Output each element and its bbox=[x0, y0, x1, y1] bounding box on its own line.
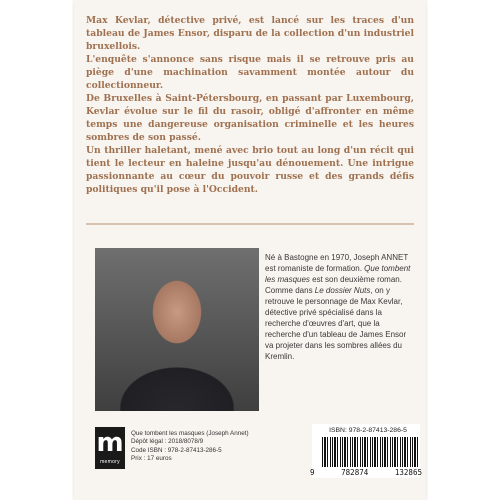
bio-book-title-1: Que tombent les masques bbox=[265, 264, 411, 284]
meta-isbn-code: Code ISBN : 978-2-87413-286-5 bbox=[131, 446, 222, 454]
barcode-group-1: 782874 bbox=[341, 468, 369, 477]
bio-text-1: Né à Bastogne en 1970, Joseph ANNET est romaniste de formation. bbox=[265, 253, 409, 273]
blurb-paragraph-2: L'enquête s'annonce sans risque mais il se retrouve pris au piège d'une machination savamment montée autour du collectionneur. bbox=[86, 54, 414, 91]
meta-title: Que tombent les masques (Joseph Annet) bbox=[131, 430, 249, 437]
publisher-logo-letter: m bbox=[96, 428, 124, 458]
author-photo bbox=[95, 248, 259, 411]
publisher-logo bbox=[95, 427, 125, 469]
author-bio bbox=[265, 252, 415, 362]
bio-book-title-2: Le dossier Nuts bbox=[314, 286, 371, 295]
divider bbox=[86, 223, 414, 225]
barcode-digits bbox=[310, 468, 422, 477]
blurb-paragraph-3: De Bruxelles à Saint-Pétersbourg, en passant par Luxembourg, Kevlar évolue sur le fil du rasoir, obligé d'affronter en même temps une dangereuse organisation criminelle et les heures sombres de son passé. bbox=[86, 93, 414, 143]
blurb-paragraph-1: Max Kevlar, détective privé, est lancé sur les traces d'un tableau de James Ensor, disparu de la collection d'un industriel bruxellois. bbox=[86, 15, 414, 52]
barcode-bars bbox=[320, 437, 418, 467]
bio-text-3: , on y retrouve le personnage de Max Kevlar, détective privé spécialisé dans la recherche d'œuvres d'art, que la recherche d'un tableau de James Ensor va projeter dans les sombres allées du Kremlin. bbox=[265, 286, 407, 361]
book-metadata bbox=[131, 430, 291, 464]
barcode-digit-first: 9 bbox=[310, 468, 315, 477]
blurb-paragraph-4: Un thriller haletant, mené avec brio tout au long d'un récit qui tient le lecteur en haleine jusqu'au dénouement. Une intrigue passionnante au cœur du pouvoir russe et des grands défis politiques qu'il pose à l'Occident. bbox=[86, 145, 414, 195]
isbn-label: ISBN: 978-2-87413-286-5 bbox=[329, 427, 407, 434]
meta-price: Prix : 17 euros bbox=[131, 455, 172, 463]
barcode-group-2: 132865 bbox=[394, 468, 422, 477]
blurb bbox=[86, 14, 414, 196]
publisher-logo-word: memory bbox=[100, 459, 120, 465]
meta-legal-deposit: Dépôt légal : 2018/8078/9 bbox=[131, 438, 204, 446]
back-cover bbox=[74, 0, 426, 500]
bio-text-2: est son deuxième roman. Comme dans bbox=[265, 275, 402, 295]
